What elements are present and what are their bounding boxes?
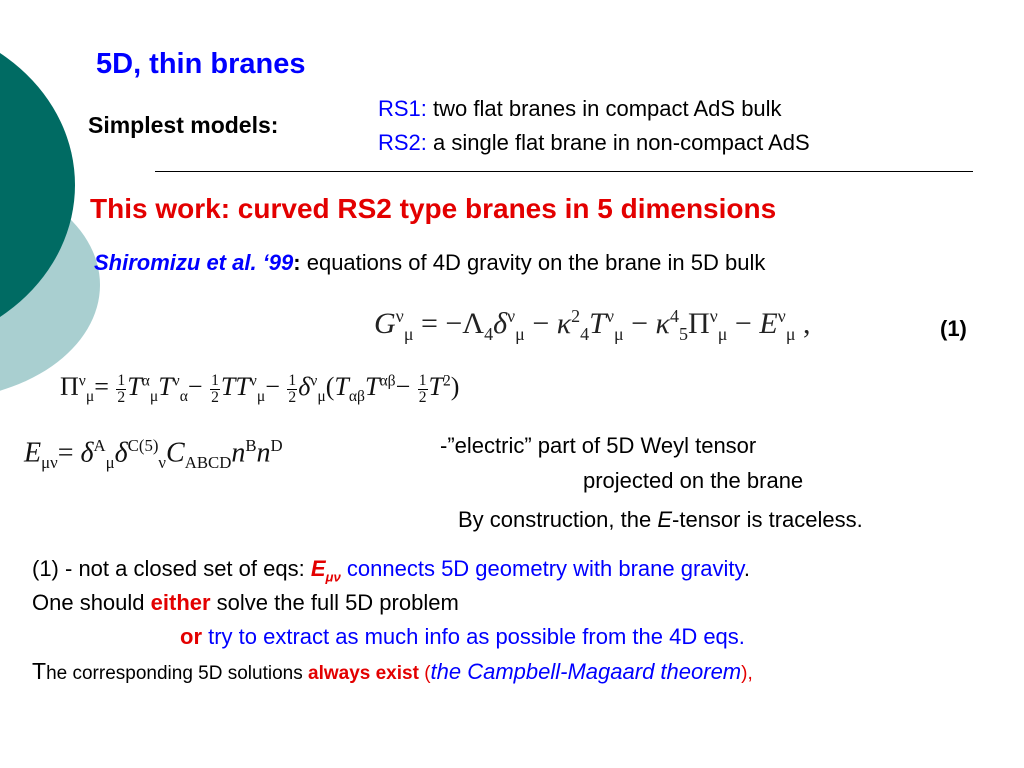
para4-always: always exist (308, 663, 419, 684)
para4 (32, 658, 753, 685)
rs2-tag: RS2: (378, 130, 427, 155)
construction-line (458, 507, 863, 533)
para1-e: $E_{\mu\nu}$ (310, 556, 341, 585)
para3-text: try to extract as much info as possible from the 4D eqs. (202, 624, 745, 649)
para2-either: either (150, 590, 211, 615)
rs1-text: two flat branes in compact AdS bulk (426, 96, 782, 121)
headline: This work: curved RS2 type branes in 5 dimensions (90, 193, 777, 224)
para1 (32, 556, 750, 584)
simplest-models-label: Simplest models: (88, 112, 279, 138)
rs1-tag: RS1: (378, 96, 427, 121)
gravity-equation: $G^\nu_\mu = -\Lambda_4\delta^\nu_\mu - \kappa^2_4T^\nu_\mu - \kappa^4_5\Pi^\nu_\mu - E^\nu_\mu$ , (374, 306, 811, 344)
shiromizu-text: equations of 4D gravity on the brane in 5D bulk (300, 250, 766, 275)
para1-end: . (743, 556, 751, 581)
rs2-text: a single flat brane in non-compact AdS (426, 130, 810, 155)
pi-equation: $\Pi^\nu_\mu=$ $\frac{1}{2}$ $T^\alpha_\mu T^\nu_\alpha-$ $\frac{1}{2}$ $TT^\nu_\mu-$ $\frac{1}{2}$ $\delta^\nu_\mu(T_{\alpha\beta}T^{\alpha\beta}-$ $\frac{1}{2}$ $T^2$) (60, 371, 460, 406)
para1-blue: connects 5D geometry with brane gravity (340, 556, 744, 581)
para1-prefix: (1) - not a closed set of eqs: (32, 556, 311, 581)
shiromizu-line (94, 250, 765, 276)
para4-close: ), (741, 663, 753, 684)
construction-pre: By construction, the (458, 507, 658, 532)
para2 (32, 590, 459, 616)
shiromizu-ref: Shiromizu et al. ‘99 (94, 250, 294, 275)
para4-theorem: the Campbell-Magaard theorem (430, 659, 742, 684)
rs1-line (378, 96, 782, 122)
shiromizu-colon: : (293, 250, 301, 275)
para4-open: ( (418, 663, 431, 684)
para2-post: solve the full 5D problem (210, 590, 459, 615)
construction-post: -tensor is traceless. (672, 507, 863, 532)
divider-line (155, 171, 973, 172)
weyl-equation: $E_{\mu\nu}= \delta^A_\mu\delta^{C(5)}_\nu C_{ABCD}n^Bn^D$ (24, 436, 283, 472)
construction-e: E (657, 507, 673, 532)
para3-or: or (180, 624, 202, 649)
equation-number: (1) (940, 316, 967, 341)
para3 (180, 624, 745, 650)
weyl-desc-line1: -”electric” part of 5D Weyl tensor (440, 433, 757, 458)
slide-title: 5D, thin branes (96, 48, 306, 80)
rs2-line (378, 130, 810, 156)
para4-big-t: T (32, 658, 47, 684)
para4-pre: he corresponding 5D solutions (46, 663, 308, 684)
para2-pre: One should (32, 590, 151, 615)
weyl-desc-line2: projected on the brane (583, 468, 804, 493)
